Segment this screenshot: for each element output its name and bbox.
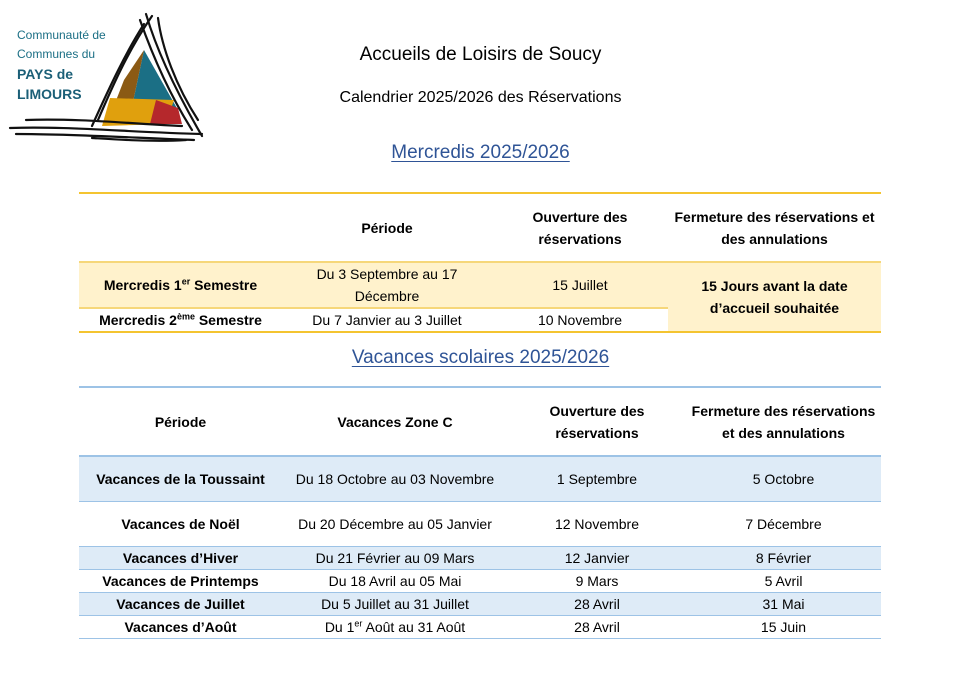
zone-text: Du 1 [324,618,355,635]
label-superscript: ème [176,311,195,322]
section-title-vacances-text: Vacances scolaires 2025/2026 [351,347,610,368]
mercredis-row-label [79,308,282,332]
vacances-header-fermeture: Fermeture des réservations et des annulations [686,387,881,456]
vacances-row-ouverture: 12 Novembre [508,501,686,546]
table-row [79,569,881,592]
logo-line-1: Communauté de [17,28,106,42]
vacances-header-zone: Vacances Zone C [282,387,508,456]
vacances-row-fermeture: 5 Octobre [686,456,881,501]
label-text: Semestre [190,277,258,293]
mercredis-row-periode: Du 7 Janvier au 3 Juillet [282,308,492,332]
logo-line-3: PAYS de [17,66,74,82]
label-superscript: er [181,276,191,287]
mercredis-row-label [79,262,282,308]
vacances-row-zone: Du 5 Juillet au 31 Juillet [282,592,508,615]
section-title-vacances [0,347,961,369]
vacances-header-row [79,387,881,456]
vacances-row-zone: Du 18 Avril au 05 Mai [282,569,508,592]
vacances-row-ouverture: 1 Septembre [508,456,686,501]
mercredis-header-row [79,193,881,262]
mercredis-header-ouverture: Ouverture des réservations [492,193,668,262]
logo-line-2: Communes du [17,47,96,61]
label-text: Mercredis 1 [103,277,182,293]
logo-line-4: LIMOURS [17,86,82,102]
section-title-mercredis-text: Mercredis 2025/2026 [391,142,570,163]
zone-text: Août au 31 Août [362,618,466,635]
vacances-row-fermeture: 5 Avril [686,569,881,592]
mercredis-header-empty [79,193,282,262]
label-text: Semestre [194,312,262,328]
vacances-row-periode: Vacances de la Toussaint [79,456,282,501]
vacances-row-periode: Vacances de Juillet [79,592,282,615]
vacances-row-fermeture: 15 Juin [686,615,881,638]
vacances-row-zone: Du 18 Octobre au 03 Novembre [282,456,508,501]
mercredis-header-periode: Période [282,193,492,262]
vacances-row-periode: Vacances de Noël [79,501,282,546]
mercredis-fermeture-value: 15 Jours avant la date d’accueil souhaitée [668,262,881,332]
table-row [79,501,881,546]
mercredis-row-ouverture: 15 Juillet [492,262,668,308]
vacances-row-periode: Vacances d’Août [79,615,282,638]
vacances-table [79,386,881,639]
vacances-header-ouverture: Ouverture des réservations [508,387,686,456]
mercredis-header-fermeture: Fermeture des réservations et des annulations [668,193,881,262]
vacances-row-ouverture: 12 Janvier [508,546,686,569]
logo [6,8,206,148]
page-subtitle: Calendrier 2025/2026 des Réservations [339,89,622,106]
table-row [79,615,881,638]
vacances-row-periode: Vacances d’Hiver [79,546,282,569]
vacances-row-zone [282,615,508,638]
vacances-row-periode: Vacances de Printemps [79,569,282,592]
zone-superscript: er [354,617,363,628]
mercredis-row-periode: Du 3 Septembre au 17 Décembre [282,262,492,308]
vacances-row-zone: Du 20 Décembre au 05 Janvier [282,501,508,546]
vacances-row-ouverture: 28 Avril [508,592,686,615]
table-row [79,592,881,615]
mercredis-table [79,192,881,333]
table-row [79,262,881,308]
vacances-row-fermeture: 7 Décembre [686,501,881,546]
table-row [79,546,881,569]
vacances-row-ouverture: 9 Mars [508,569,686,592]
vacances-row-fermeture: 31 Mai [686,592,881,615]
label-text: Mercredis 2 [99,312,177,328]
page-title: Accueils de Loisirs de Soucy [359,44,602,65]
section-title-mercredis [0,142,961,164]
vacances-row-fermeture: 8 Février [686,546,881,569]
vacances-row-ouverture: 28 Avril [508,615,686,638]
mercredis-row-ouverture: 10 Novembre [492,308,668,332]
vacances-header-periode: Période [79,387,282,456]
vacances-row-zone: Du 21 Février au 09 Mars [282,546,508,569]
table-row [79,456,881,501]
